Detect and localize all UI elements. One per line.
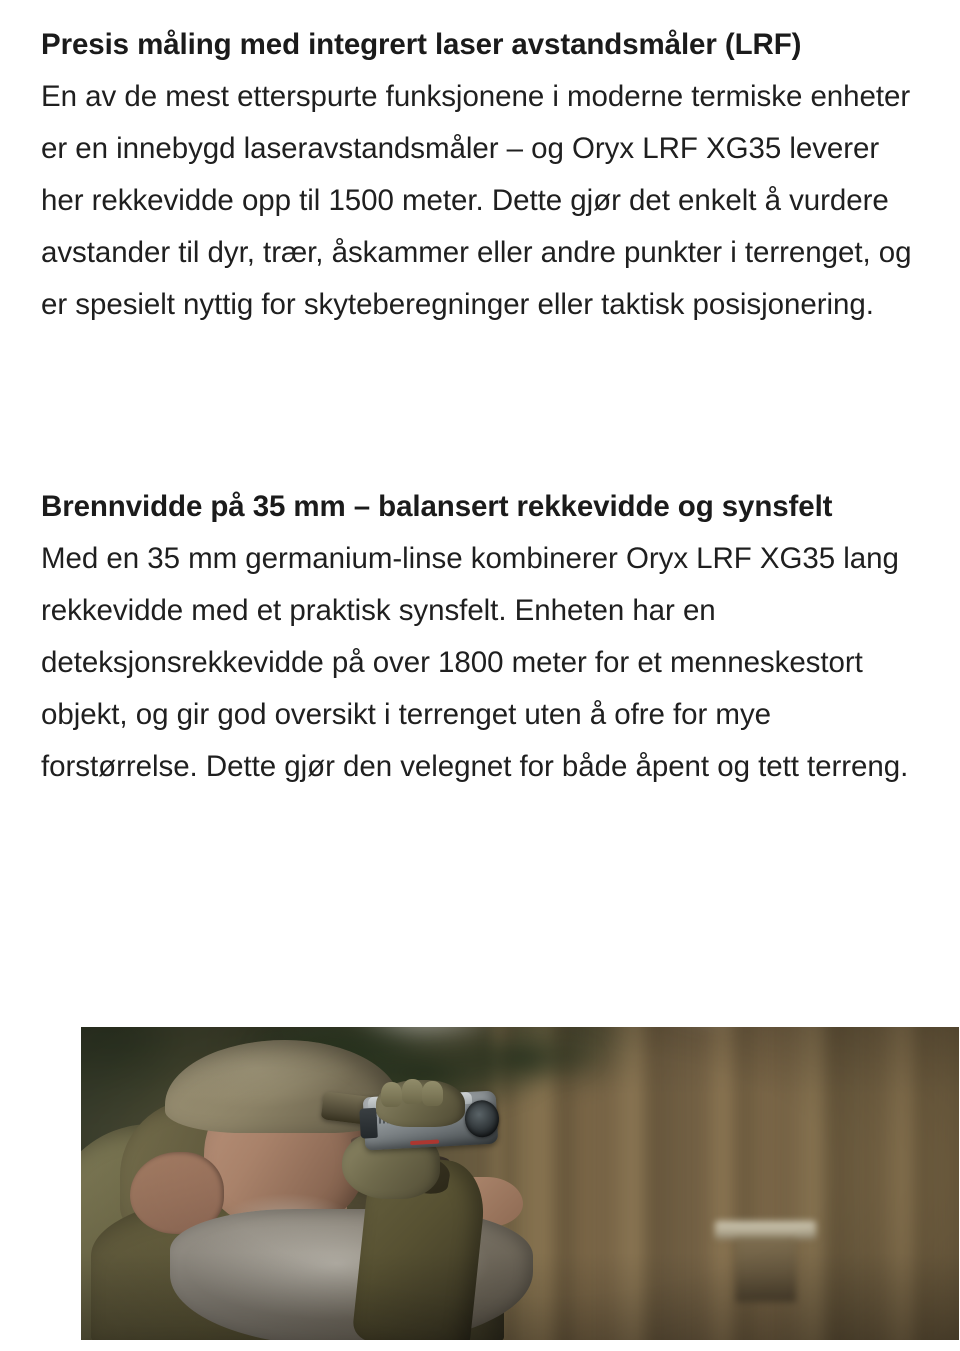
- wooden-feeder: [726, 1221, 805, 1302]
- section-spacer: [41, 331, 919, 481]
- product-photo: [81, 1027, 959, 1340]
- glove-finger: [422, 1081, 443, 1106]
- section-body-focal-length: Med en 35 mm germanium-linse kombinerer Oryx LRF XG35 lang rekkevidde med et praktisk synsfelt. Enheten har en deteksjonsrekkevidde på over 1800 meter for et menneskestort objekt, og gir god oversikt i terrenget uten å ofre for mye forstørrelse. Dette gjør den velegnet for både åpent og tett terreng.: [41, 542, 909, 783]
- rangefinder-eyecup: [359, 1108, 378, 1140]
- feeder-body: [736, 1237, 796, 1302]
- section-heading-focal-length: Brennvidde på 35 mm – balansert rekkevidde og synsfelt: [41, 490, 833, 523]
- feeder-roof: [715, 1221, 816, 1239]
- section-lrf: [41, 0, 919, 331]
- article-content: [41, 0, 919, 793]
- glove-finger: [402, 1079, 423, 1104]
- hunter-figure: [81, 1027, 573, 1340]
- glove-finger: [381, 1082, 402, 1107]
- section-focal-length: [41, 481, 919, 793]
- section-body-lrf: En av de mest etterspurte funksjonene i moderne termiske enheter er en innebygd laseravstandsmåler – og Oryx LRF XG35 leverer her rekkevidde opp til 1500 meter. Dette gjør det enkelt å vurdere avstander til dyr, trær, åskammer eller andre punkter i terrenget, og er spesielt nyttig for skyteberegninger eller taktisk posisjonering.: [41, 80, 912, 321]
- photo-canvas: [81, 1027, 959, 1340]
- section-heading-lrf: Presis måling med integrert laser avstandsmåler (LRF): [41, 28, 802, 61]
